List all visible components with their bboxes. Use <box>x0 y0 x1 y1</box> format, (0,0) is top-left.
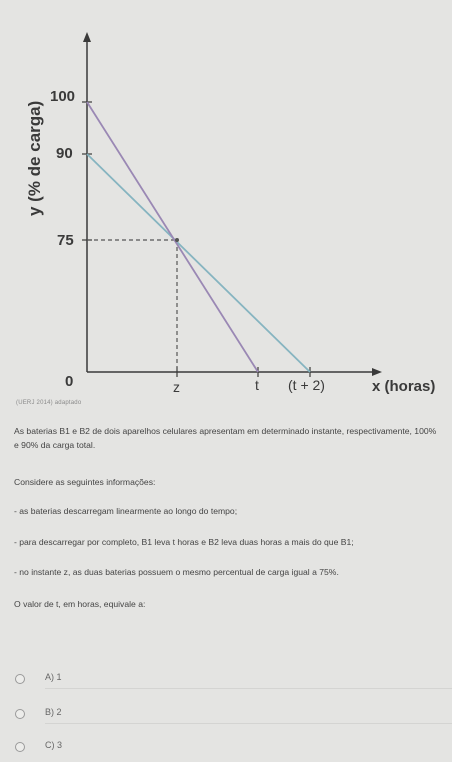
consider-text: Considere as seguintes informações: <box>14 477 156 487</box>
source-citation: (UERJ 2014) adaptado <box>16 400 82 406</box>
y-axis-label: y (% de carga) <box>25 100 44 216</box>
question-prompt: O valor de t, em horas, equivale a: <box>14 599 146 609</box>
radio-button[interactable] <box>15 674 25 684</box>
axes <box>83 32 382 376</box>
info-item-1: - as baterias descarregam linearmente ao longo do tempo; <box>14 506 238 516</box>
x-axis-arrow <box>372 368 382 376</box>
option-c[interactable] <box>0 736 452 762</box>
battery-b1-line <box>87 102 258 372</box>
radio-button[interactable] <box>15 709 25 719</box>
info-item-2: - para descarregar por completo, B1 leva t horas e B2 leva duas horas a mais do que B1; <box>14 537 354 547</box>
y-tick-label-90: 90 <box>56 145 73 162</box>
intersection-point <box>175 238 179 242</box>
question-intro: As baterias B1 e B2 de dois aparelhos celulares apresentam em determinado instante, respectivamente, 100% e 90% da carga total. <box>14 426 437 450</box>
y-tick-label-100: 100 <box>50 88 76 105</box>
x-tick-label-z: z <box>173 379 180 395</box>
divider <box>45 688 452 689</box>
x-tick-label-t-plus-2: (t + 2) <box>288 377 325 393</box>
x-tick-label-t: t <box>255 377 259 393</box>
option-a[interactable] <box>0 668 452 694</box>
battery-b2-line <box>87 154 310 372</box>
origin-label: 0 <box>65 373 74 390</box>
y-axis-arrow <box>83 32 91 42</box>
x-axis-label: x (horas) <box>372 378 436 395</box>
info-item-3: - no instante z, as duas baterias possuem o mesmo percentual de carga igual a 75%. <box>14 567 339 577</box>
radio-button[interactable] <box>15 742 25 752</box>
option-b[interactable] <box>0 703 452 729</box>
option-label: A) 1 <box>45 672 62 682</box>
y-tick-label-75: 75 <box>57 232 74 249</box>
option-label: C) 3 <box>45 740 63 750</box>
divider <box>45 723 452 724</box>
option-label: B) 2 <box>45 707 62 717</box>
